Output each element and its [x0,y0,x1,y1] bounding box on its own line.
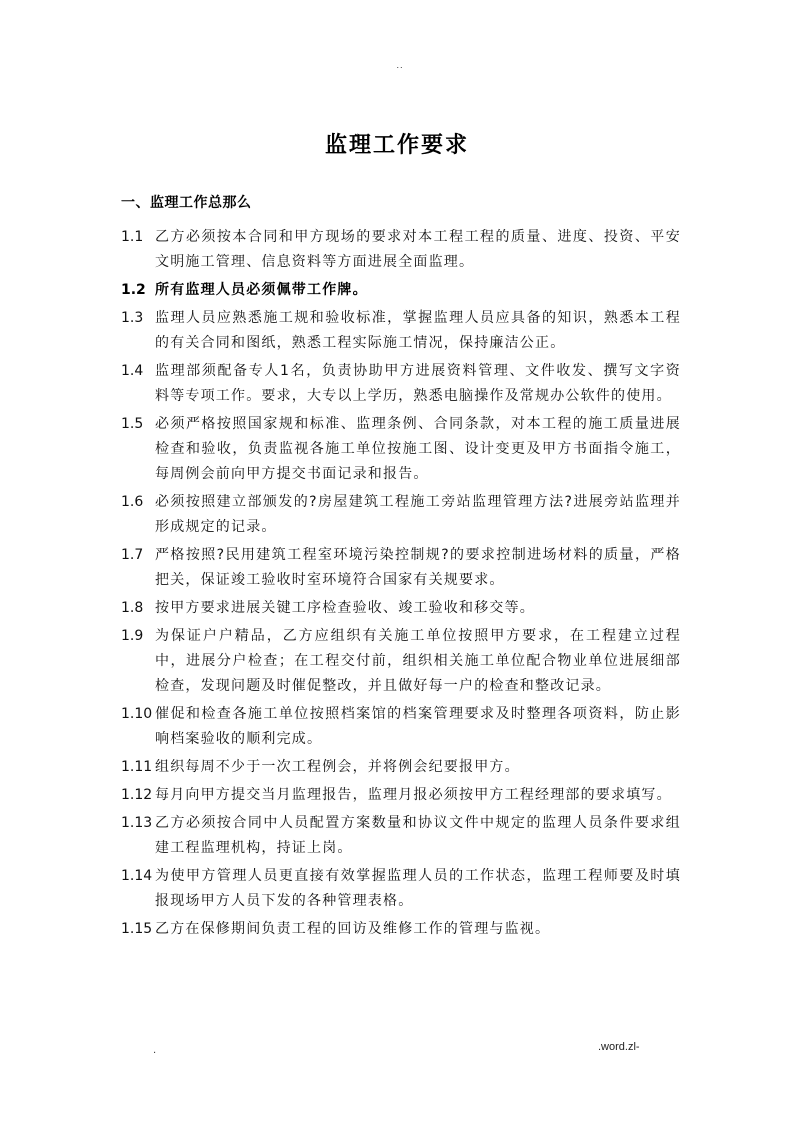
item-text: 必须严格按照国家规和标准、监理条例、合同条款，对本工程的施工质量进展检查和验收，负责监视各施工单位按施工图、设计变更及甲方书面指令施工，每周例会前向甲方提交书面记录和报告。 [155,416,681,482]
item-text: 每月向甲方提交当月监理报告，监理月报必须按甲方工程经理部的要求填写。 [155,787,672,803]
item-text: 严格按照?民用建筑工程室环境污染控制规?的要求控制进场材料的质量，严格把关，保证竣工验收时室环境符合国家有关规要求。 [155,547,681,588]
item-text: 乙方必须按本合同和甲方现场的要求对本工程工程的质量、进度、投资、平安文明施工管理、信息资料等方面进展全面监理。 [155,229,681,270]
item-text: 监理人员应熟悉施工规和验收标准，掌握监理人员应具备的知识，熟悉本工程的有关合同和图纸，熟悉工程实际施工情况，保持廉洁公正。 [155,310,681,351]
list-item [121,278,681,303]
item-text: 乙方必须按合同中人员配置方案数量和协议文件中规定的监理人员条件要求组建工程监理机构，持证上岗。 [155,815,681,856]
list-item [121,864,681,914]
section-heading: 一、监理工作总那么 [121,195,252,211]
item-text: 催促和检查各施工单位按照档案馆的档案管理要求及时整理各项资料，防止影响档案验收的顺利完成。 [155,706,681,747]
list-item [121,624,681,699]
item-number: 1.11 [121,759,153,775]
list-item [121,359,681,409]
item-number: 1.10 [121,706,153,722]
item-number: 1.3 [121,310,144,326]
item-number: 1.2 [121,282,146,298]
item-number: 1.12 [121,787,153,803]
item-text: 按甲方要求进展关键工序检查验收、竣工验收和移交等。 [155,600,535,616]
list-item [121,412,681,487]
item-text: 组织每周不少于一次工程例会，并将例会纪要报甲方。 [155,759,520,775]
list-item [121,306,681,356]
item-number: 1.7 [121,547,144,563]
item-number: 1.9 [121,628,144,644]
item-number: 1.1 [121,229,144,245]
page-title: 监理工作要求 [324,133,469,158]
item-number: 1.4 [121,363,144,379]
list-item [121,490,681,540]
item-text: 所有监理人员必须佩带工作牌。 [155,282,368,298]
item-number: 1.8 [121,600,144,616]
list-item [121,811,681,861]
list-item [121,596,681,621]
item-number: 1.5 [121,416,144,432]
item-text: 乙方在保修期间负责工程的回访及维修工作的管理与监视。 [155,921,551,937]
item-number: 1.15 [121,921,153,937]
item-text: 为使甲方管理人员更直接有效掌握监理人员的工作状态，监理工程师要及时填报现场甲方人员下发的各种管理表格。 [155,868,681,909]
list-item [121,543,681,593]
header-mark: .. [396,61,404,70]
list-item [121,702,681,752]
item-number: 1.14 [121,868,153,884]
footer-text: .word.zl- [598,1041,640,1053]
item-number: 1.13 [121,815,153,831]
list-item [121,755,681,780]
list-item [121,783,681,808]
item-text: 为保证户户精品，乙方应组织有关施工单位按照甲方要求，在工程建立过程中，进展分户检查；在工程交付前，组织相关施工单位配合物业单位进展细部检查，发现问题及时催促整改，并且做好每一户的检查和整改记录。 [155,628,681,694]
footer-mark: . [153,1045,157,1056]
item-text: 监理部须配备专人1名，负责协助甲方进展资料管理、文件收发、撰写文字资料等专项工作。要求，大专以上学历，熟悉电脑操作及常规办公软件的使用。 [155,363,681,404]
item-number: 1.6 [121,494,144,510]
list-item [121,225,681,275]
list-item [121,917,681,942]
requirement-list [121,225,681,945]
item-text: 必须按照建立部颁发的?房屋建筑工程施工旁站监理管理方法?进展旁站监理并形成规定的记录。 [155,494,681,535]
